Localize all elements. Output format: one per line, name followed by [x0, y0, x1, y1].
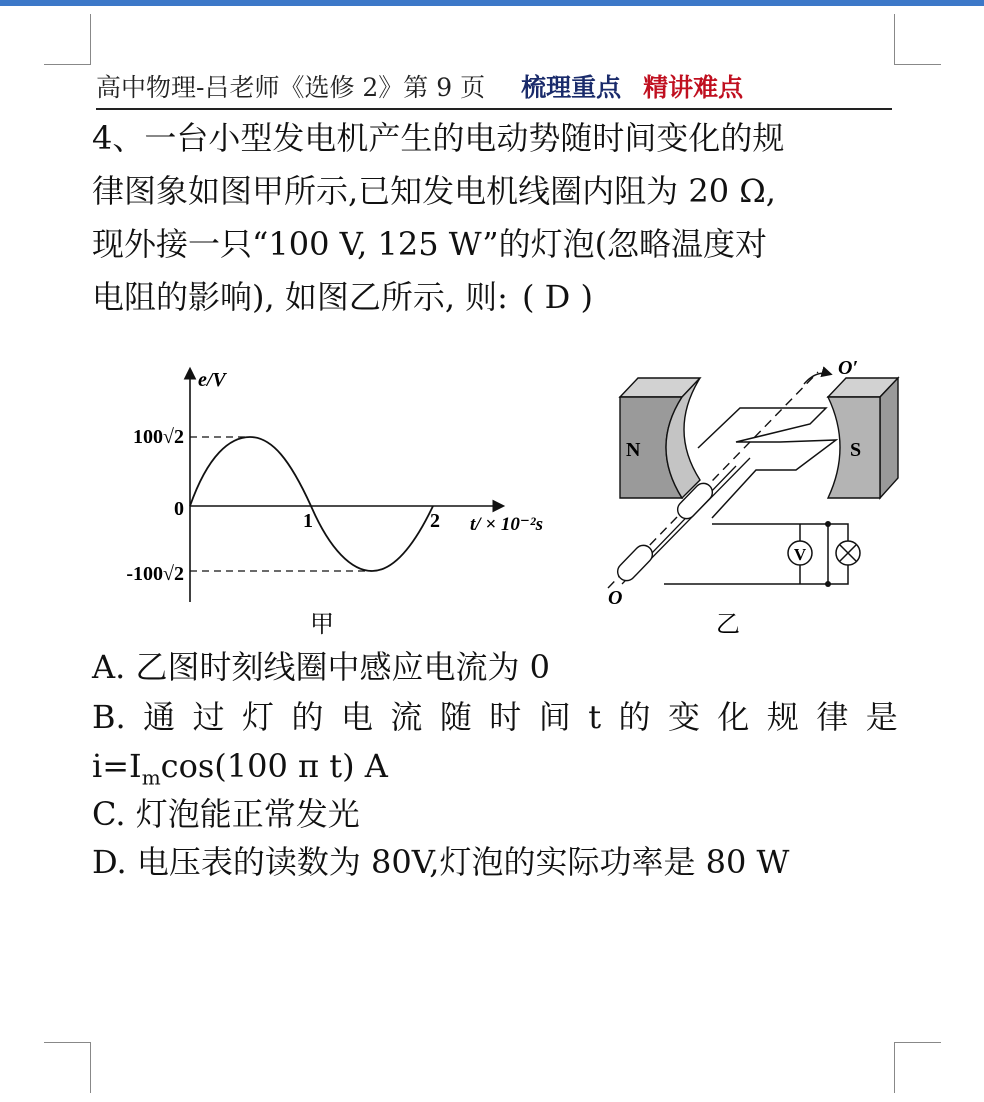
tick-y-positive: 100√2 [133, 426, 184, 448]
crop-mark-bottom-left [44, 1042, 91, 1093]
formula-subscript: m [141, 765, 161, 790]
origin-label: 0 [174, 498, 184, 520]
figure-emf-graph [90, 360, 580, 645]
question-line-4-text: 电阻的影响), 如图乙所示, 则: [92, 278, 508, 316]
axis-top-label: O′ [838, 357, 859, 379]
option-b-word: 的 [618, 698, 651, 736]
formula-current-symbol: i=I [92, 747, 142, 785]
option-b-word: 规 [766, 698, 799, 736]
voltmeter [788, 541, 812, 565]
question-text [92, 112, 898, 324]
question-line-3: 现外接一只“100 V, 125 W”的灯泡(忽略温度对 [92, 225, 768, 263]
option-b-word: 是 [865, 698, 898, 736]
tick-x-1: 1 [303, 510, 313, 532]
option-b-word: 时 [489, 698, 522, 736]
figure-generator-diagram [590, 352, 910, 647]
axis-bottom-label: O [608, 587, 623, 609]
option-b-word: 的 [291, 698, 324, 736]
magnet-s [828, 378, 898, 498]
tick-y-negative: -100√2 [126, 563, 184, 585]
question-line-2: 律图象如图甲所示,已知发电机线圈内阻为 20 Ω, [92, 172, 776, 210]
crop-mark-bottom-right [894, 1042, 941, 1093]
formula-expression: cos(100 π t) A [160, 747, 388, 785]
pole-s-label: S [850, 439, 862, 461]
option-b-word: 间 [538, 698, 571, 736]
x-axis-label: t/ × 10⁻²s [470, 514, 544, 535]
option-d: D. 电压表的读数为 80V,灯泡的实际功率是 80 W [92, 843, 790, 881]
option-b-word: t [588, 698, 602, 736]
option-b-word: 随 [439, 698, 472, 736]
circuit-node-top [825, 521, 831, 527]
tick-x-2: 2 [430, 510, 440, 532]
figure-a-caption: 甲 [310, 612, 334, 638]
page-header [96, 70, 892, 110]
header-keyword-review: 梳理重点 [521, 73, 622, 102]
option-b-word: 流 [390, 698, 423, 736]
question-answer: ( D ) [521, 278, 593, 316]
header-keyword-explain: 精讲难点 [643, 73, 744, 102]
emf-sine-curve [190, 437, 433, 571]
option-b-word: 灯 [242, 698, 275, 736]
option-c: C. 灯泡能正常发光 [92, 795, 360, 833]
header-title: 高中物理-吕老师《选修 2》第 9 页 [96, 73, 486, 102]
crop-mark-top-left [44, 14, 91, 65]
pole-n-label: N [626, 439, 641, 461]
magnet-n [620, 378, 700, 498]
option-b-word: 通 [143, 698, 176, 736]
option-a: A. 乙图时刻线圈中感应电流为 0 [92, 648, 550, 686]
lamp-icon [836, 541, 860, 565]
option-b-word: 律 [816, 698, 849, 736]
option-b-formula [92, 746, 388, 797]
figure-b-caption: 乙 [716, 612, 740, 638]
option-b-word: 电 [340, 698, 373, 736]
option-b-word: 变 [667, 698, 700, 736]
question-line-4 [92, 271, 898, 324]
option-b-word: 过 [192, 698, 225, 736]
option-b-line-1 [92, 697, 898, 737]
window-top-bar [0, 0, 984, 6]
crop-mark-top-right [894, 14, 941, 65]
circuit-node-bottom [825, 581, 831, 587]
question-line-1: 4、一台小型发电机产生的电动势随时间变化的规 [92, 119, 785, 157]
option-b-word: B. [92, 698, 126, 736]
voltmeter-label: V [793, 545, 807, 564]
option-b-word: 化 [717, 698, 750, 736]
y-axis-label: e/V [198, 369, 226, 391]
